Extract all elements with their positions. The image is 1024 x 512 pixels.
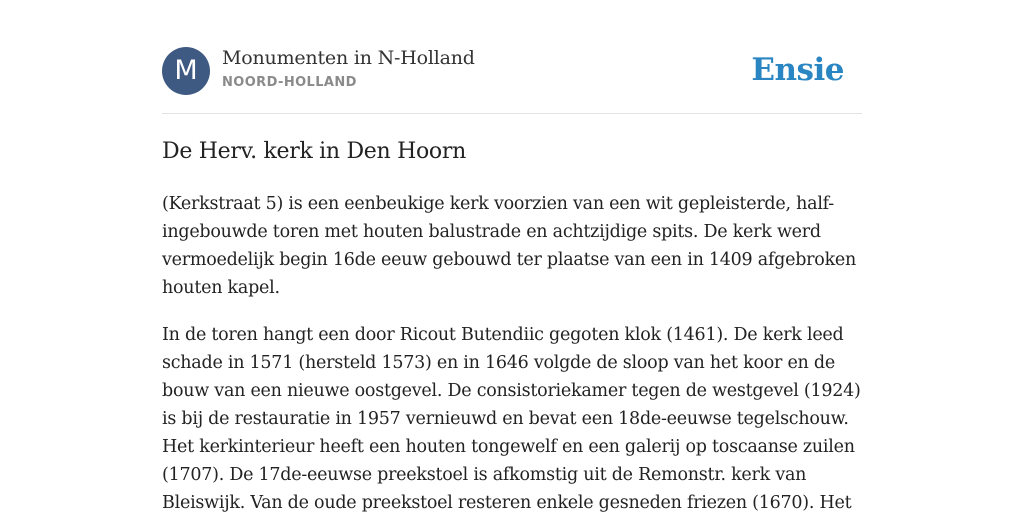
entry-paragraph: (Kerkstraat 5) is een eenbeukige kerk voorzien van een wit gepleisterde, half-ingebouwde toren met houten balustrade en achtzijdige spits. De kerk werd vermoedelijk begin 16de eeuw gebouwd ter plaatse van een in 1409 afgebroken houten kapel. — [162, 194, 857, 298]
entry-title: De Herv. kerk in Den Hoorn — [162, 139, 466, 164]
entry-paragraph: In de toren hangt een door Ricout Butendiic gegoten klok (1461). De kerk leed schade in 1571 (hersteld 1573) en in 1646 volgde de sloop van het koor en de bouw van een nieuwe oostgevel. De consistoriekamer tegen de westgevel (1924) is bij de restauratie in 1957 vernieuwd en bevat een 18de-eeuwse tegelschouw. Het kerkinterieur heeft een houten tongewelf en een galerij op toscaanse zuilen (1707). De 17de-eeuwse preekstoel is afkomstig uit de Remonstr. kerk van Bleiswijk. Van de oude preekstoel resteren enkele gesneden friezen (1670). Het — [162, 325, 861, 512]
brand-logo[interactable]: Ensie — [751, 52, 844, 88]
entry-header — [162, 46, 862, 96]
avatar[interactable]: M — [162, 47, 210, 95]
header-divider — [162, 113, 862, 114]
entry-body — [162, 190, 862, 512]
source-title[interactable]: Monumenten in N-Holland — [222, 47, 475, 69]
source-subtitle[interactable]: NOORD-HOLLAND — [222, 75, 357, 90]
